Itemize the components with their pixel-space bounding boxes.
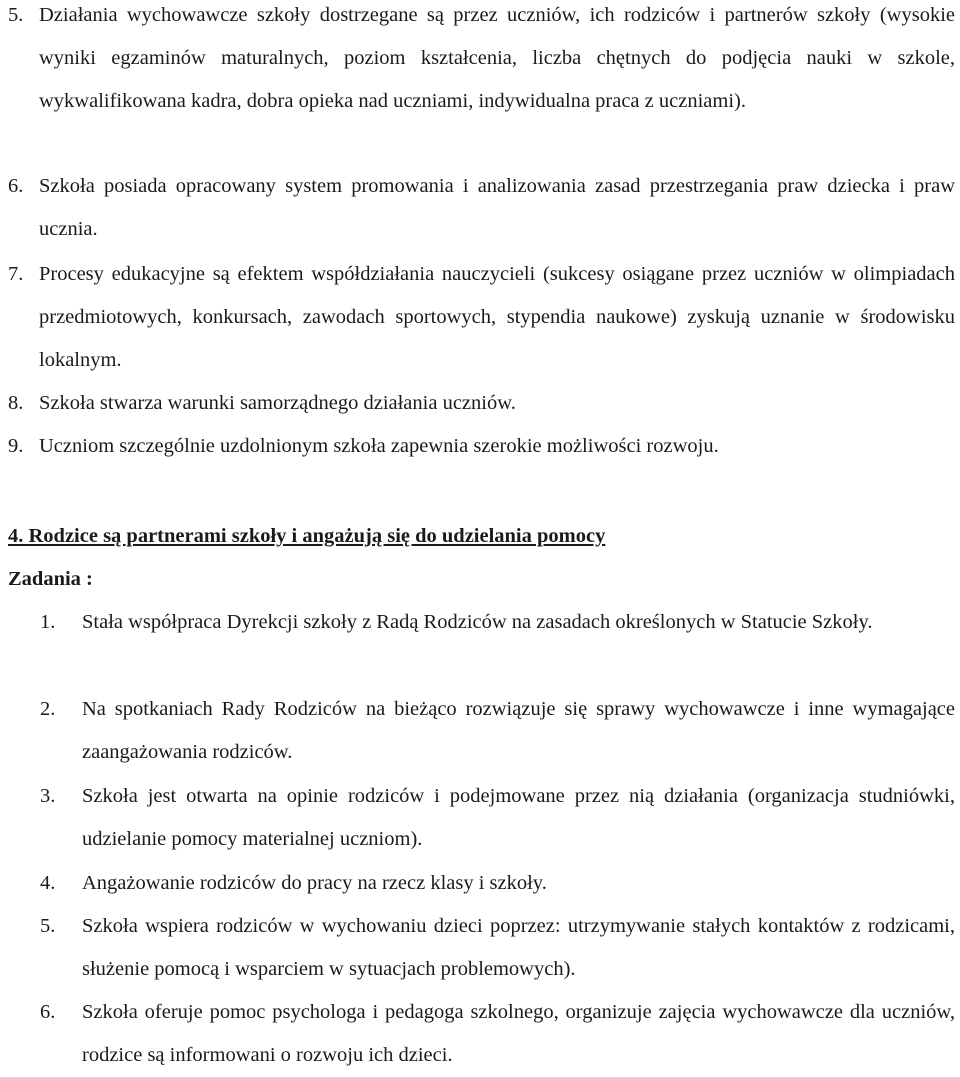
list-item xyxy=(8,165,955,251)
task-text: Szkoła wspiera rodziców w wychowaniu dzieci poprzez: utrzymywanie stałych kontaktów z rodzicami, służenie pomocą i wsparciem w sytuacjach problemowych). xyxy=(82,915,955,980)
list-item-number: 5. xyxy=(8,4,24,26)
list-item-number: 9. xyxy=(8,435,24,457)
task-item xyxy=(40,601,955,644)
list-item-number: 6. xyxy=(8,175,24,197)
task-text: Szkoła jest otwarta na opinie rodziców i podejmowane przez nią działania (organizacja studniówki, udzielanie pomocy materialnej uczniom). xyxy=(82,785,955,850)
list-item-text: Szkoła stwarza warunki samorządnego działania uczniów. xyxy=(39,392,516,414)
list-item-text: Uczniom szczególnie uzdolnionym szkoła zapewnia szerokie możliwości rozwoju. xyxy=(39,435,719,457)
list-item xyxy=(8,253,955,382)
task-number: 5. xyxy=(40,915,56,937)
task-item xyxy=(40,991,955,1077)
task-text: Stała współpraca Dyrekcji szkoły z Radą Rodziców na zasadach określonych w Statucie Szkoły. xyxy=(82,611,873,633)
task-item xyxy=(40,775,955,861)
task-number: 4. xyxy=(40,872,56,894)
task-item xyxy=(40,688,955,774)
task-item xyxy=(40,905,955,991)
task-text: Angażowanie rodziców do pracy na rzecz klasy i szkoły. xyxy=(82,872,547,894)
task-text: Na spotkaniach Rady Rodziców na bieżąco rozwiązuje się sprawy wychowawcze i inne wymagające zaangażowania rodziców. xyxy=(82,698,955,763)
list-item xyxy=(8,425,955,468)
task-number: 1. xyxy=(40,611,56,633)
task-item xyxy=(40,862,955,905)
list-item-text: Działania wychowawcze szkoły dostrzegane są przez uczniów, ich rodziców i partnerów szkoły (wysokie wyniki egzaminów maturalnych, poziom kształcenia, liczba chętnych do podjęcia nauki w szkole, wykwalifikowana kadra, dobra opieka nad uczniami, indywidualna praca z uczniami). xyxy=(39,4,955,112)
list-item-number: 8. xyxy=(8,392,24,414)
task-number: 2. xyxy=(40,698,56,720)
task-text: Szkoła oferuje pomoc psychologa i pedagoga szkolnego, organizuje zajęcia wychowawcze dla uczniów, rodzice są informowani o rozwoju ich dzieci. xyxy=(82,1001,955,1066)
list-item xyxy=(8,382,955,425)
list-item-text: Procesy edukacyjne są efektem współdziałania nauczycieli (sukcesy osiągane przez uczniów w olimpiadach przedmiotowych, konkursach, zawodach sportowych, stypendia naukowe) zyskują uznanie w środowisku lokalnym. xyxy=(39,263,955,371)
task-number: 3. xyxy=(40,785,56,807)
section-heading: 4. Rodzice są partnerami szkoły i angażują się do udzielania pomocy xyxy=(8,525,606,547)
tasks-label: Zadania : xyxy=(8,568,93,590)
task-number: 6. xyxy=(40,1001,56,1023)
list-item-number: 7. xyxy=(8,263,24,285)
list-item xyxy=(8,0,955,123)
list-item-text: Szkoła posiada opracowany system promowania i analizowania zasad przestrzegania praw dziecka i praw ucznia. xyxy=(39,175,955,240)
